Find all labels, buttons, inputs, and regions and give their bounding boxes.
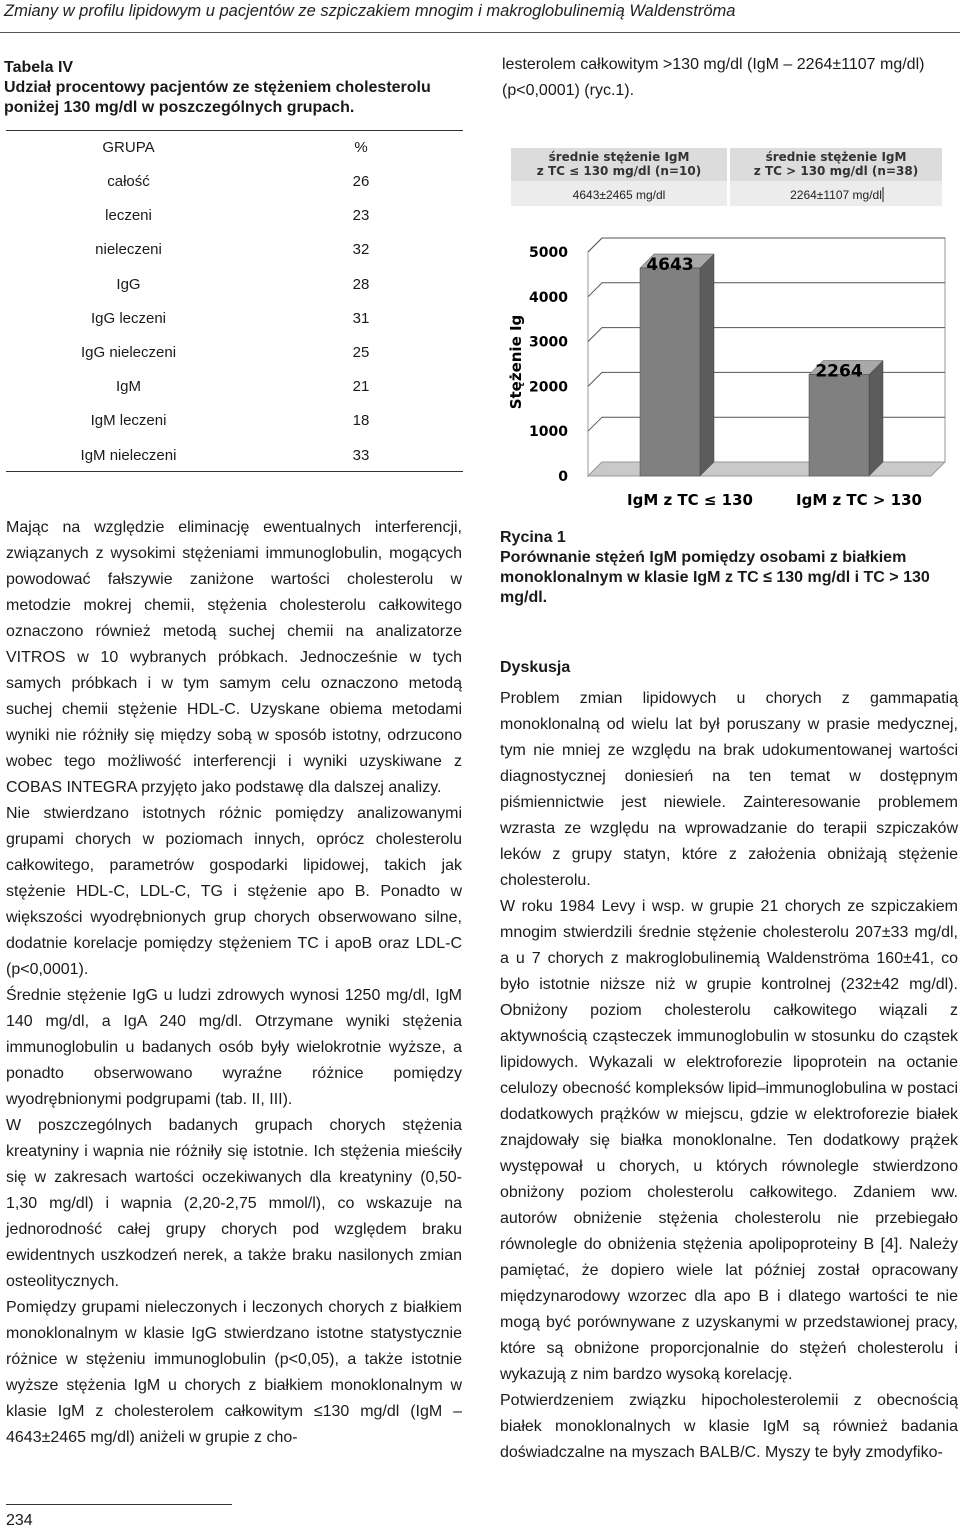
table-label: Tabela IV bbox=[4, 59, 74, 76]
footnote-rule bbox=[6, 1504, 232, 1505]
table-caption-line-2: poniżej 130 mg/dl w poszczególnych grupach. bbox=[4, 99, 355, 116]
table-col-pct-header: % bbox=[354, 139, 368, 156]
table-cell-group: leczeni bbox=[105, 207, 152, 225]
chart-y-axis-label: Stężenie Ig bbox=[507, 314, 525, 410]
table-row bbox=[6, 207, 463, 233]
left-paragraph-2: Nie stwierdzano istotnych różnic pomiędzy analizowanymi grupami chorych w poziomach innych, oprócz cholesterolu całkowitego, parametrów gospodarki lipidowej, takich jak stężenie HDL-C, LDL-C, TG i stężenie apo B. Ponadto w większości wyodrębnionych grup chorych obserwowano silne, dodatnie korelacje pomiędzy stężeniem TC i apoB oraz LDL-C (p<0,0001). bbox=[6, 805, 462, 978]
igm-bar-chart bbox=[497, 140, 957, 512]
chart-y-tick-label: 2000 bbox=[529, 379, 568, 396]
table-cell-group: IgG bbox=[116, 275, 141, 293]
chart-y-tick-label: 0 bbox=[558, 469, 568, 485]
table-caption bbox=[4, 58, 474, 118]
table-cell-pct: 18 bbox=[352, 412, 370, 430]
table-cell-pct: 26 bbox=[352, 173, 370, 190]
left-column bbox=[6, 515, 462, 1451]
running-header: Zmiany w profilu lipidowym u pacjentów ze szpiczakiem mnogim i makroglobulinemią Waldenströma bbox=[4, 2, 736, 20]
table-cell-pct: 31 bbox=[352, 309, 370, 327]
table-row bbox=[6, 241, 463, 267]
chart-header-col2-line2: z TC > 130 mg/dl (n=38) bbox=[753, 164, 919, 178]
table-row bbox=[6, 276, 463, 302]
figure-caption-text: Porównanie stężeń IgM pomiędzy osobami z białkiem monoklonalnym w klasie IgM z TC ≤ 130 mg/dl i TC > 130 mg/dl. bbox=[500, 549, 930, 606]
table-cell-group: IgM nieleczeni bbox=[80, 446, 177, 464]
table-row bbox=[6, 344, 463, 370]
right-paragraph-1: Problem zmian lipidowych u chorych z gammapatią monoklonalną od wielu lat był poruszany w prasie medycznej, tym nie mniej ze względu na brak udokumentowanej wartości diagnostycznej doniesień na ten temat w dostępnym piśmiennictwie jest niewiele. Zainteresowanie problemem wzrasta ze względu na wprowadzanie do terapii szpiczaków leków z grupy statyn, które z założenia obniżają stężenie cholesterolu. bbox=[500, 690, 958, 889]
table-cell-pct: 32 bbox=[352, 241, 370, 259]
table-row bbox=[6, 378, 463, 404]
chart-header-col2-value: 2264±1107 mg/dl bbox=[790, 188, 882, 202]
table-row bbox=[6, 412, 463, 438]
table-header-row bbox=[6, 139, 463, 165]
chart-header-col2-line1: średnie stężenie IgM bbox=[765, 150, 907, 164]
chart-y-tick-label: 1000 bbox=[529, 424, 568, 441]
chart-data-label: 2264 bbox=[815, 361, 863, 382]
chart-y-tick-label: 3000 bbox=[529, 334, 568, 351]
page-number: 234 bbox=[6, 1512, 33, 1529]
chart-plot-area bbox=[529, 238, 945, 509]
right-column bbox=[500, 655, 958, 1466]
section-heading-dyskusja: Dyskusja bbox=[500, 659, 571, 676]
figure-caption bbox=[500, 528, 958, 608]
left-paragraph-5: Pomiędzy grupami nieleczonych i leczonych chorych z białkiem monoklonalnym w klasie IgG stwierdzano istotne statystycznie różnice w stężeniu immunoglobulin (p<0,05), a także istotnie wyższe stężenia IgM u chorych z białkiem monoklonalnym w klasie IgM z cholesterolem całkowitym ≤130 mg/dl (IgM – 4643±2465 mg/dl) aniżeli w grupie z cho- bbox=[6, 1299, 462, 1446]
table-top-rule bbox=[6, 130, 463, 131]
table-cell-pct: 23 bbox=[352, 207, 370, 225]
chart-bar-side bbox=[700, 254, 714, 476]
table-cell-group: IgM leczeni bbox=[90, 412, 167, 430]
continued-paragraph: lesterolem całkowitym >130 mg/dl (IgM – 2264±1107 mg/dl) (p<0,0001) (ryc.1). bbox=[502, 56, 925, 99]
table-row bbox=[6, 310, 463, 336]
table-cell-group: IgG nieleczeni bbox=[80, 344, 177, 361]
table-cell-pct: 25 bbox=[352, 344, 370, 361]
chart-y-tick-label: 5000 bbox=[529, 245, 568, 261]
chart-header-col1-line2: z TC ≤ 130 mg/dl (n=10) bbox=[536, 164, 702, 178]
table-cell-group: IgM bbox=[115, 378, 141, 396]
right-paragraph-2: W roku 1984 Levy i wsp. w grupie 21 chorych ze szpiczakiem mnogim stwierdzili średnie stężenie cholesterolu 207±33 mg/dl, a u 7 chorych z makroglobulinemią Waldenströma 160±41, co było istotnie niższe niż w grupie kontrolnej (232±42 mg/dl). Obniżony poziom cholesterolu całkowitego wiązali z aktywnością cząsteczek immunoglobulin w stosunku do cząstek lipidowych. Wykazali w elektroforezie lipoprotein na octanie celulozy obecność kompleksów lipid–immunoglobulina w postaci dodatkowych prążków w miejscu, gdzie w elektroforezie białek znajdowały się białka monoklonalne. Ten dodatkowy prążek występował u chorych, u których równolegle stwierdzono obniżony poziom cholesterolu całkowitego. Zdaniem ww. autorów obniżenie stężenia cholesterolu nie przebiegało równolegle do obniżenia stężenia apolipoproteiny B [4]. Należy pamiętać, że dopiero wiele lat później został opracowany międzynarodowy wzorzec dla apo B i dlatego wartości te nie mogą być porównywane z uzyskanymi w przedstawionej pracy, które są obniżone proporcjonalnie do stężeń cholesterolu i wykazują z nim bardzo wysoką korelację. bbox=[500, 898, 958, 1383]
chart-header-col1-value: 4643±2465 mg/dl bbox=[572, 188, 666, 202]
header-divider bbox=[0, 32, 960, 33]
right-paragraph-3: Potwierdzeniem związku hipocholesterolemii z obecnością białek monoklonalnych w klasie IgM są również badania doświadczalne na myszach BALB/C. Myszy te były zmodyfiko- bbox=[500, 1392, 958, 1461]
table-cell-pct: 28 bbox=[352, 275, 370, 293]
chart-header-col1-line1: średnie stężenie IgM bbox=[548, 150, 690, 164]
table-caption-line-1: Udział procentowy pacjentów ze stężeniem cholesterolu bbox=[4, 79, 431, 96]
table-cell-group: całość bbox=[107, 173, 150, 190]
left-paragraph-1: Mając na względzie eliminację ewentualnych interferencji, związanych z wysokimi stężeniami immunoglobulin, mogących powodować fałszywie zaniżone wartości cholesterolu w metodzie mokrej chemii, stężenia cholesterolu całkowitego oznaczono również metodą suchej chemii na analizatorze VITROS w 10 wybranych próbkach. Jednocześnie w tych samych próbkach i w tym samym celu oznaczono metodą suchej chemii stężenie HDL-C. Uzyskane obiema metodami wyniki nie różniły się między sobą w sposób istotny, odrzucono wobec tego możliwość interferencji i wyniki uzyskiwane z COBAS INTEGRA przyjęto jako podstawę dla dalszej analizy. bbox=[6, 519, 462, 796]
chart-category-label: IgM z TC > 130 bbox=[796, 491, 922, 509]
chart-svg bbox=[497, 140, 957, 512]
table-cell-pct: 21 bbox=[352, 378, 370, 396]
chart-bar bbox=[640, 268, 700, 476]
table-row bbox=[6, 173, 463, 199]
left-paragraph-3: Średnie stężenie IgG u ludzi zdrowych wynosi 1250 mg/dl, IgM 140 mg/dl, a IgA 240 mg/dl. Otrzymane wyniki stężenia immunoglobulin u badanych osób były wielokrotnie wyższe, a ponadto obserwowano wyraźne różnice pomiędzy wyodrębnionymi podgrupami (tab. II, III). bbox=[6, 987, 462, 1108]
table-cell-group: IgG leczeni bbox=[90, 309, 167, 327]
chart-y-tick-label: 4000 bbox=[529, 289, 568, 306]
chart-bar-side bbox=[869, 361, 883, 476]
table-row bbox=[6, 447, 463, 473]
figure-label: Rycina 1 bbox=[500, 529, 566, 546]
chart-category-label: IgM z TC ≤ 130 bbox=[627, 491, 753, 509]
chart-bar bbox=[809, 375, 869, 476]
table-cell-group: nieleczeni bbox=[95, 241, 162, 259]
table-bottom-rule bbox=[6, 471, 463, 472]
table-col-group-header: GRUPA bbox=[102, 139, 155, 156]
left-paragraph-4: W poszczególnych badanych grupach chorych stężenia kreatyniny i wapnia nie różniły się istotnie. Ich stężenia mieściły się w zakresach wartości oczekiwanych dla kreatyniny (0,50-1,30 mg/dl) i wapnia (2,20-2,75 mmol/l), co wskazuje na jednorodność całej grupy chorych pod względem braku ewidentnych uszkodzeń nerek, a także braku nasilonych zmian osteolitycznych. bbox=[6, 1117, 462, 1290]
chart-data-label: 4643 bbox=[646, 254, 694, 275]
table-cell-pct: 33 bbox=[352, 446, 370, 464]
